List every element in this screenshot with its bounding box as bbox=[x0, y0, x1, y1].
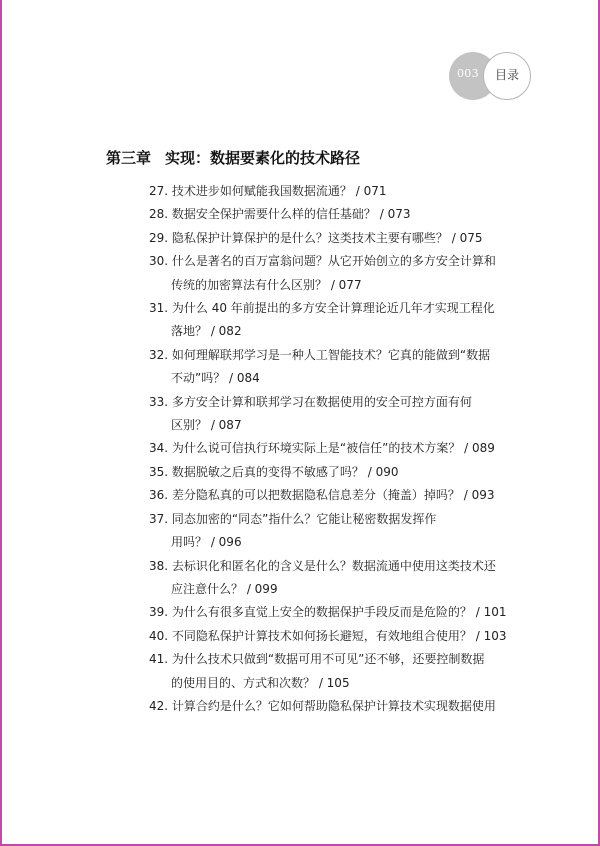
toc-entry-continuation: 应注意什么？ / 099 bbox=[171, 581, 278, 596]
toc-entry bbox=[149, 203, 529, 226]
toc-entry-line: 31. 为什么 40 年前提出的多方安全计算理论近几年才实现工程化 bbox=[149, 301, 495, 316]
toc-entry bbox=[149, 484, 529, 507]
toc-entry-line: 32. 如何理解联邦学习是一种人工智能技术？它真的能做到“数据 bbox=[149, 347, 491, 362]
toc-entry-line: 27. 技术进步如何赋能我国数据流通？ / 071 bbox=[149, 184, 387, 198]
toc-entry bbox=[149, 250, 529, 297]
toc-entry-line: 28. 数据安全保护需要什么样的信任基础？ / 073 bbox=[149, 207, 411, 222]
chapter-number: 第三章 bbox=[106, 149, 152, 167]
page-edge-left bbox=[0, 0, 2, 846]
toc-entry-continuation: 传统的加密算法有什么区别？ / 077 bbox=[171, 277, 362, 292]
toc-entry-line: 36. 差分隐私真的可以把数据隐私信息差分（掩盖）掉吗？ / 093 bbox=[149, 488, 495, 503]
toc-entry-line: 41. 为什么技术只做到“数据可用不可见”还不够，还要控制数据 bbox=[149, 652, 485, 667]
toc-entry bbox=[149, 391, 529, 438]
toc-entry-continuation: 的使用目的、方式和次数？ / 105 bbox=[171, 675, 350, 690]
toc-entry-continuation: 区别？ / 087 bbox=[171, 418, 242, 433]
toc-entry-line: 39. 为什么有很多直觉上安全的数据保护手段反而是危险的？ / 101 bbox=[149, 605, 507, 620]
toc-entry-line: 37. 同态加密的“同态”指什么？它能让秘密数据发挥作 bbox=[149, 511, 437, 526]
chapter-heading bbox=[106, 147, 360, 168]
toc-entry bbox=[149, 180, 529, 203]
toc-entry bbox=[149, 695, 529, 718]
toc-entry bbox=[149, 648, 529, 695]
toc-entry-line: 30. 什么是著名的百万富翁问题？从它开始创立的多方安全计算和 bbox=[149, 254, 496, 269]
toc-entry bbox=[149, 227, 529, 250]
toc-entry-line: 42. 计算合约是什么？它如何帮助隐私保护计算技术实现数据使用 bbox=[149, 698, 496, 713]
chapter-title: 实现：数据要素化的技术路径 bbox=[165, 149, 361, 167]
section-label: 目录 bbox=[494, 68, 519, 82]
toc-entry bbox=[149, 555, 529, 602]
toc-entry-line: 33. 多方安全计算和联邦学习在数据使用的安全可控方面有何 bbox=[149, 394, 472, 409]
toc-entry bbox=[149, 297, 529, 344]
toc-entry-continuation: 用吗？ / 096 bbox=[171, 535, 242, 550]
toc-entry bbox=[149, 508, 529, 555]
page-number: 003 bbox=[457, 67, 479, 80]
toc-entry-line: 29. 隐私保护计算保护的是什么？这类技术主要有哪些？ / 075 bbox=[149, 230, 483, 245]
toc-entry bbox=[149, 625, 529, 648]
toc-entry-line: 35. 数据脱敏之后真的变得不敏感了吗？ / 090 bbox=[149, 464, 399, 479]
toc-entry-continuation: 不动”吗？ / 084 bbox=[171, 371, 260, 386]
page-header-badge bbox=[449, 52, 539, 100]
toc-entry bbox=[149, 344, 529, 391]
toc-entry-line: 34. 为什么说可信执行环境实际上是“被信任”的技术方案？ / 089 bbox=[149, 441, 495, 456]
toc-entry bbox=[149, 437, 529, 460]
toc-entry-continuation: 落地？ / 082 bbox=[171, 324, 242, 339]
table-of-contents bbox=[149, 180, 529, 718]
toc-entry bbox=[149, 601, 529, 624]
toc-entry bbox=[149, 461, 529, 484]
toc-entry-line: 40. 不同隐私保护计算技术如何扬长避短，有效地组合使用？ / 103 bbox=[149, 628, 507, 643]
toc-entry-line: 38. 去标识化和匿名化的含义是什么？数据流通中使用这类技术还 bbox=[149, 558, 496, 573]
